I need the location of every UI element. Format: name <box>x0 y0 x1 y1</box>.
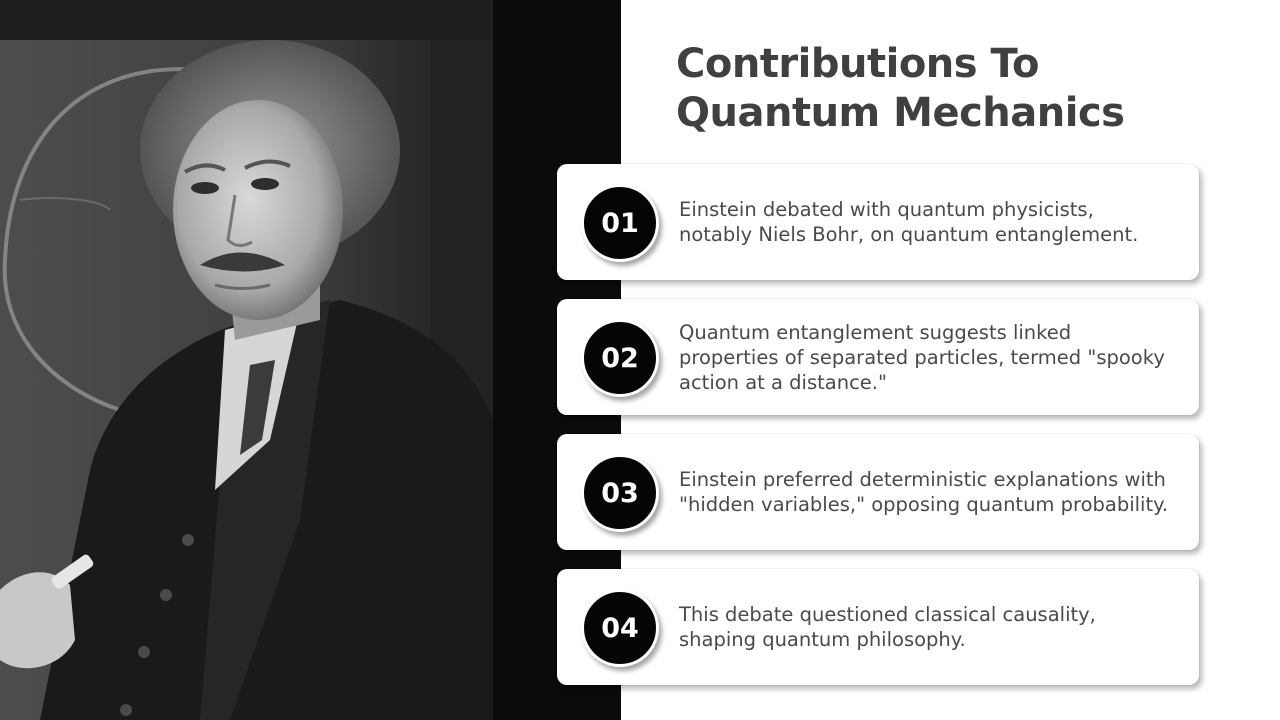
card-description: Quantum entanglement suggests linked properties of separated particles, termed "spooky action at a distance." <box>679 320 1165 394</box>
title-line-2: Quantum Mechanics <box>676 90 1125 136</box>
contribution-card-2 <box>557 299 1199 415</box>
portrait-photo <box>0 0 493 720</box>
card-description: Einstein debated with quantum physicists, notably Niels Bohr, on quantum entanglement. <box>679 198 1139 246</box>
contribution-card-4 <box>557 569 1199 685</box>
title-line-1: Contributions To <box>676 41 1039 87</box>
contribution-card-1 <box>557 164 1199 280</box>
portrait-illustration <box>0 0 493 720</box>
number-badge: 01 <box>581 184 659 262</box>
slide-title <box>676 40 1236 138</box>
contribution-card-3 <box>557 434 1199 550</box>
contribution-list <box>557 164 1199 704</box>
card-description: This debate questioned classical causality, shaping quantum philosophy. <box>679 603 1096 651</box>
number-badge: 03 <box>581 454 659 532</box>
number-badge: 02 <box>581 319 659 397</box>
card-description: Einstein preferred deterministic explanations with "hidden variables," opposing quantum probability. <box>679 468 1169 516</box>
number-badge: 04 <box>581 589 659 667</box>
